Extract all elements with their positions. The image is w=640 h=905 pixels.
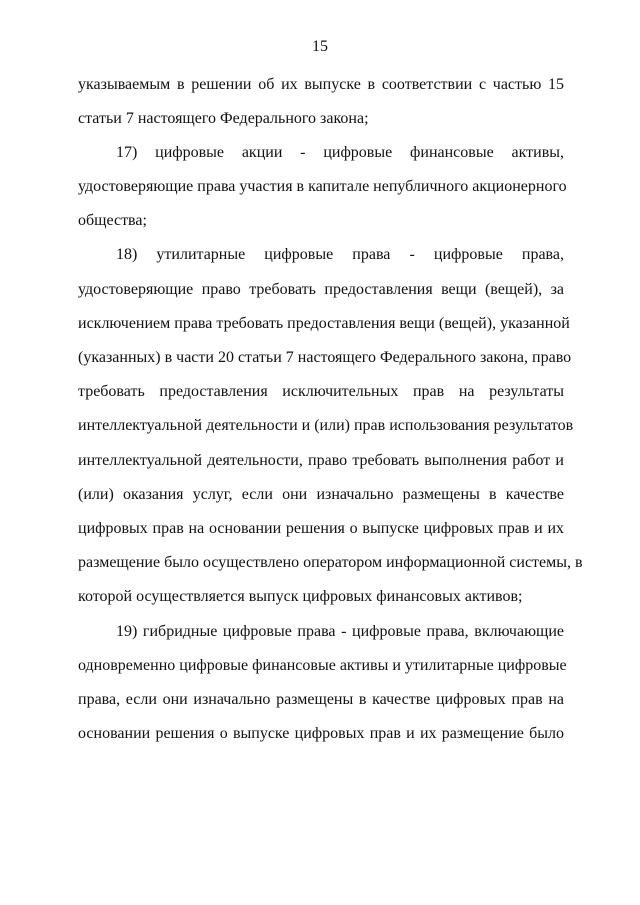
- text-line: интеллектуальной деятельности и (или) прав использования результатов: [78, 417, 574, 434]
- text-line: (или) оказания услуг, если они изначально размещены в качестве: [78, 486, 564, 503]
- text-line: 18) утилитарные цифровые права - цифровые права,: [116, 246, 564, 263]
- text-line: статьи 7 настоящего Федерального закона;: [78, 110, 369, 127]
- text-line: основании решения о выпуске цифровых прав и их размещение было: [78, 725, 564, 742]
- page-number: 15: [312, 38, 328, 55]
- text-line: (указанных) в части 20 статьи 7 настоящего Федерального закона, право: [78, 349, 572, 366]
- text-line: исключением права требовать предоставления вещи (вещей), указанной: [78, 315, 570, 332]
- text-line: 19) гибридные цифровые права - цифровые права, включающие: [116, 623, 564, 640]
- text-line: общества;: [78, 212, 147, 229]
- text-line: 17) цифровые акции - цифровые финансовые активы,: [116, 144, 564, 161]
- text-line: удостоверяющие права участия в капитале непубличного акционерного: [78, 178, 567, 195]
- text-line: удостоверяющие право требовать предоставления вещи (вещей), за: [78, 281, 564, 298]
- text-line: требовать предоставления исключительных прав на результаты: [78, 383, 564, 400]
- text-line: права, если они изначально размещены в качестве цифровых прав на: [78, 691, 564, 708]
- text-line: которой осуществляется выпуск цифровых финансовых активов;: [78, 588, 523, 605]
- text-line: цифровых прав на основании решения о выпуске цифровых прав и их: [78, 520, 564, 537]
- text-line: одновременно цифровые финансовые активы и утилитарные цифровые: [78, 657, 567, 674]
- text-line: размещение было осуществлено оператором информационной системы, в: [78, 554, 583, 571]
- text-line: указываемым в решении об их выпуске в соответствии с частью 15: [78, 76, 564, 93]
- text-line: интеллектуальной деятельности, право требовать выполнения работ и: [78, 452, 564, 469]
